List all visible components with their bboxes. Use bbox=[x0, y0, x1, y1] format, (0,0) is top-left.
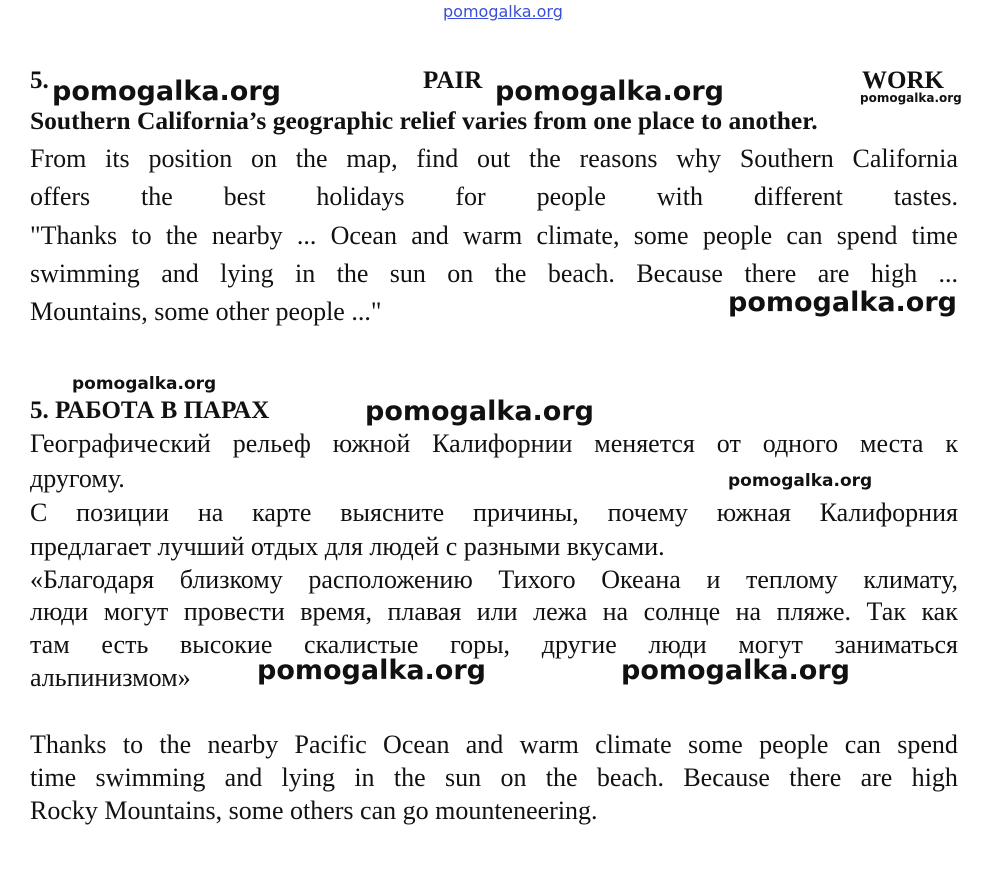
word: ... bbox=[296, 221, 317, 250]
answer-line-last: Rocky Mountains, some others can go mounteneering. bbox=[30, 796, 598, 825]
word: и bbox=[706, 565, 721, 594]
word: или bbox=[476, 597, 518, 626]
word: there bbox=[744, 259, 797, 288]
word: the bbox=[545, 763, 578, 792]
word: южная bbox=[716, 498, 791, 527]
word: высокие bbox=[179, 630, 273, 659]
word: расположению bbox=[308, 565, 473, 594]
word: in bbox=[354, 763, 375, 792]
watermark: pomogalka.org bbox=[257, 655, 486, 686]
word: with bbox=[656, 182, 703, 211]
watermark: pomogalka.org bbox=[365, 396, 594, 427]
word: are bbox=[817, 259, 850, 288]
task-number: 5. bbox=[30, 67, 49, 94]
word: места bbox=[860, 429, 924, 458]
word: есть bbox=[101, 630, 149, 659]
word: nearby bbox=[207, 730, 279, 759]
task-line bbox=[30, 146, 958, 172]
word: Калифорнии bbox=[432, 429, 573, 458]
translation-line bbox=[30, 500, 958, 526]
word: spend bbox=[897, 730, 958, 759]
word: warm bbox=[463, 221, 523, 250]
word: как bbox=[921, 597, 958, 626]
word: some bbox=[687, 730, 743, 759]
answer-line bbox=[30, 732, 958, 758]
word: Географический bbox=[30, 429, 211, 458]
watermark-top-link[interactable]: pomogalka.org bbox=[443, 2, 563, 21]
word: From bbox=[30, 144, 87, 173]
word: in bbox=[294, 259, 316, 288]
word: and bbox=[411, 221, 449, 250]
word: on bbox=[447, 259, 474, 288]
word: people bbox=[759, 730, 829, 759]
word: одного bbox=[762, 429, 839, 458]
word: могут bbox=[103, 597, 169, 626]
word: California bbox=[852, 144, 958, 173]
word: Тихого bbox=[498, 565, 576, 594]
word: Because bbox=[636, 259, 723, 288]
translation-line bbox=[30, 632, 958, 658]
word: Pacific bbox=[294, 730, 367, 759]
word: sun bbox=[444, 763, 482, 792]
word: high bbox=[911, 763, 958, 792]
word: the bbox=[159, 730, 192, 759]
word: климату, bbox=[863, 565, 958, 594]
translation-heading: 5. РАБОТА В ПАРАХ bbox=[30, 397, 270, 424]
word: some bbox=[633, 221, 689, 250]
word: солнце bbox=[643, 597, 721, 626]
word: людей bbox=[369, 532, 446, 561]
word: заниматься bbox=[834, 630, 958, 659]
word: от bbox=[716, 429, 741, 458]
word: плавая bbox=[387, 597, 462, 626]
word: Southern bbox=[739, 144, 834, 173]
word: its bbox=[105, 144, 130, 173]
word: вкусами. bbox=[566, 532, 665, 561]
word: sun bbox=[389, 259, 426, 288]
task-line bbox=[30, 184, 958, 210]
word: the bbox=[529, 144, 561, 173]
task-line bbox=[30, 223, 958, 249]
word: Так bbox=[866, 597, 906, 626]
word: там bbox=[30, 630, 70, 659]
word: выясните bbox=[340, 498, 445, 527]
word: лежа bbox=[533, 597, 588, 626]
word: Thanks bbox=[30, 730, 107, 759]
word: время, bbox=[300, 597, 372, 626]
word: high bbox=[870, 259, 918, 288]
word: different bbox=[753, 182, 843, 211]
word: люди bbox=[30, 597, 89, 626]
word: on bbox=[500, 763, 527, 792]
word: причины, bbox=[473, 498, 579, 527]
translation-line bbox=[30, 599, 958, 625]
word: the bbox=[141, 182, 173, 211]
word: теплому bbox=[746, 565, 838, 594]
word: Ocean bbox=[330, 221, 397, 250]
word: for bbox=[455, 182, 486, 211]
word: "Thanks bbox=[30, 221, 118, 250]
word: to bbox=[122, 730, 144, 759]
word: on bbox=[251, 144, 278, 173]
word: to bbox=[131, 221, 152, 250]
word: меняется bbox=[594, 429, 695, 458]
word: map, bbox=[346, 144, 398, 173]
word: climate, bbox=[536, 221, 620, 250]
word: пляже. bbox=[776, 597, 852, 626]
word: скалистые bbox=[304, 630, 419, 659]
word: к bbox=[945, 429, 958, 458]
translation-line bbox=[30, 431, 958, 457]
word: горы, bbox=[450, 630, 511, 659]
word: провести bbox=[183, 597, 285, 626]
watermark: pomogalka.org bbox=[52, 76, 281, 107]
word: and bbox=[465, 730, 504, 759]
word: на bbox=[197, 498, 224, 527]
word: spend bbox=[836, 221, 898, 250]
word: другому. bbox=[30, 464, 125, 493]
word: the bbox=[494, 259, 527, 288]
word: out bbox=[477, 144, 511, 173]
word: and bbox=[224, 763, 263, 792]
word: lying bbox=[281, 763, 335, 792]
word: tastes. bbox=[893, 182, 958, 211]
task-bold-statement: Southern California’s geographic relief varies from one place to another. bbox=[30, 106, 818, 135]
word: people bbox=[536, 182, 606, 211]
word: the bbox=[336, 259, 369, 288]
watermark: pomogalka.org bbox=[728, 287, 957, 318]
word: the bbox=[165, 221, 198, 250]
word: beach. bbox=[547, 259, 615, 288]
word: beach. bbox=[596, 763, 664, 792]
word: могут bbox=[738, 630, 803, 659]
word: can bbox=[844, 730, 881, 759]
word: lying bbox=[220, 259, 274, 288]
word: warm bbox=[519, 730, 579, 759]
word: holidays bbox=[316, 182, 405, 211]
word: the bbox=[295, 144, 328, 173]
word: swimming bbox=[95, 763, 206, 792]
word: swimming bbox=[30, 259, 140, 288]
answer-line bbox=[30, 765, 958, 791]
word: offers bbox=[30, 182, 91, 211]
word: why bbox=[676, 144, 722, 173]
word: nearby bbox=[211, 221, 283, 250]
heading-pair: PAIR bbox=[423, 67, 483, 94]
word: карте bbox=[252, 498, 312, 527]
watermark: pomogalka.org bbox=[728, 471, 873, 491]
word: time bbox=[30, 763, 77, 792]
word: Океана bbox=[601, 565, 681, 594]
word: people bbox=[702, 221, 773, 250]
word: Ocean bbox=[383, 730, 450, 759]
word: предлагает bbox=[30, 532, 158, 561]
translation-line bbox=[30, 466, 958, 492]
translation-line bbox=[30, 567, 958, 593]
word: ... bbox=[938, 259, 958, 288]
word: are bbox=[860, 763, 893, 792]
word: лучший bbox=[157, 532, 251, 561]
word: другие bbox=[541, 630, 617, 659]
word: Because bbox=[683, 763, 770, 792]
task-line-last: Mountains, some other people ..." bbox=[30, 297, 382, 326]
heading-work: WORK bbox=[862, 67, 944, 94]
word: позиции bbox=[76, 498, 169, 527]
word: почему bbox=[607, 498, 688, 527]
watermark: pomogalka.org bbox=[495, 76, 724, 107]
task-line bbox=[30, 261, 958, 287]
word: there bbox=[789, 763, 842, 792]
word: разными bbox=[463, 532, 567, 561]
word: «Благодаря bbox=[30, 565, 155, 594]
word: С bbox=[30, 498, 48, 527]
word: time bbox=[911, 221, 958, 250]
watermark: pomogalka.org bbox=[621, 655, 850, 686]
word: южной bbox=[332, 429, 411, 458]
word: find bbox=[416, 144, 459, 173]
word: the bbox=[393, 763, 426, 792]
translation-line bbox=[30, 534, 958, 560]
word: на bbox=[602, 597, 629, 626]
word: Калифорния bbox=[819, 498, 958, 527]
word: can bbox=[786, 221, 823, 250]
watermark: pomogalka.org bbox=[860, 91, 962, 105]
word: best bbox=[223, 182, 266, 211]
translation-line-last: альпинизмом» bbox=[30, 663, 191, 692]
word: and bbox=[161, 259, 199, 288]
word: отдых bbox=[250, 532, 325, 561]
word: рельеф bbox=[232, 429, 311, 458]
word: reasons bbox=[579, 144, 658, 173]
word: с bbox=[445, 532, 464, 561]
word: position bbox=[148, 144, 233, 173]
word: близкому bbox=[179, 565, 283, 594]
watermark: pomogalka.org bbox=[72, 374, 217, 394]
word: climate bbox=[595, 730, 672, 759]
word: на bbox=[735, 597, 762, 626]
word: для bbox=[324, 532, 370, 561]
word: люди bbox=[648, 630, 707, 659]
